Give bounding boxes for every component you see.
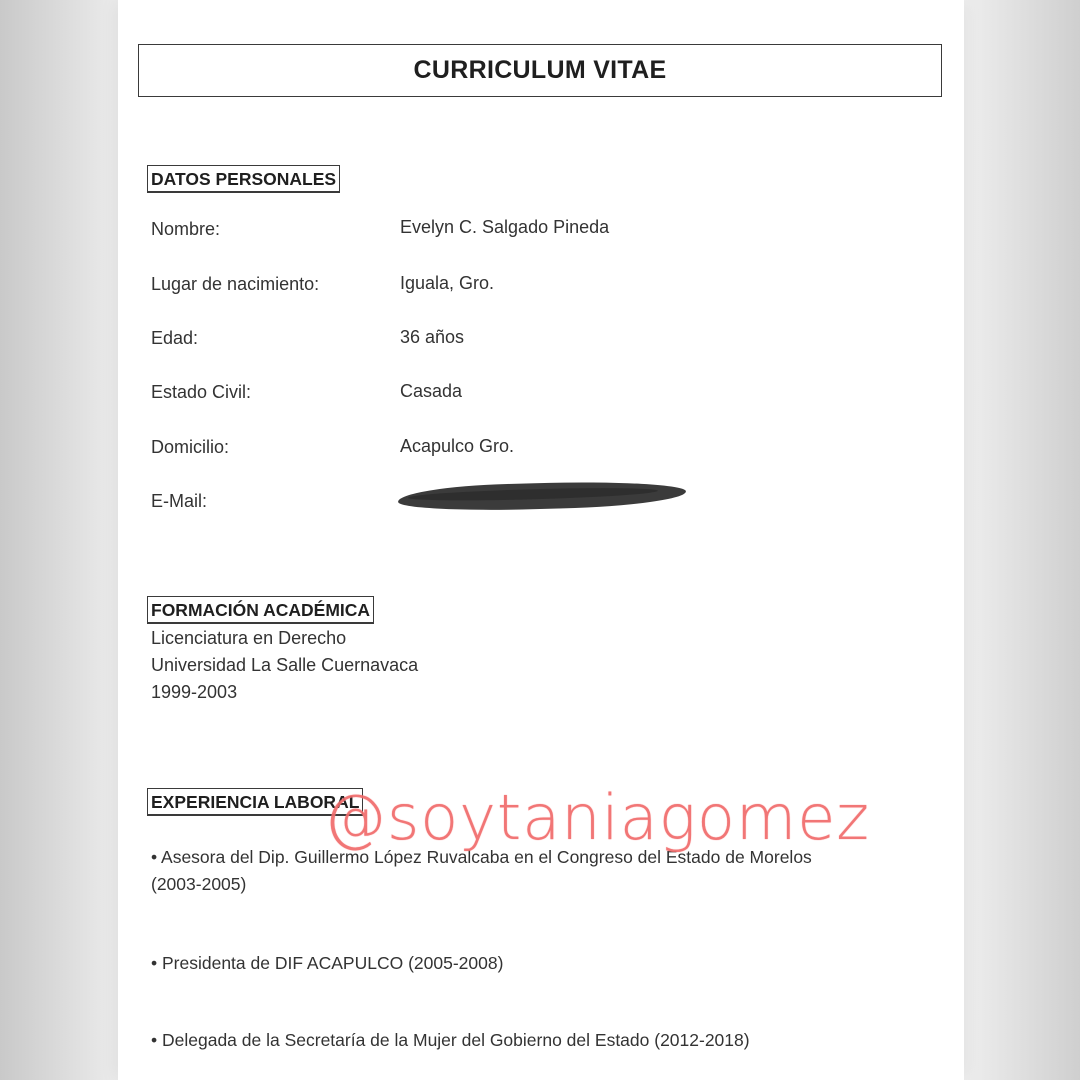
title-box bbox=[138, 44, 942, 97]
experience-item-1-line-2: (2003-2005) bbox=[151, 874, 247, 894]
education-university: Universidad La Salle Cuernavaca bbox=[151, 655, 419, 675]
field-label-address: Domicilio: bbox=[151, 437, 230, 457]
field-label-email: E-Mail: bbox=[151, 491, 208, 511]
document-title: CURRICULUM VITAE bbox=[413, 56, 667, 84]
education-degree: Licenciatura en Derecho bbox=[151, 628, 347, 648]
experience-item-2: • Presidenta de DIF ACAPULCO (2005-2008) bbox=[151, 953, 504, 973]
field-value-birthplace: Iguala, Gro. bbox=[400, 273, 495, 293]
field-value-name: Evelyn C. Salgado Pineda bbox=[400, 217, 610, 237]
education-years: 1999-2003 bbox=[151, 682, 238, 702]
field-value-marital-status: Casada bbox=[400, 381, 463, 401]
field-label-birthplace: Lugar de nacimiento: bbox=[151, 274, 320, 294]
watermark-handle: @soytaniagomez bbox=[324, 781, 870, 854]
experience-item-3: • Delegada de la Secretaría de la Mujer del Gobierno del Estado (2012-2018) bbox=[151, 1030, 750, 1050]
section-heading-personal: DATOS PERSONALES bbox=[147, 165, 340, 193]
field-value-address: Acapulco Gro. bbox=[400, 436, 515, 456]
field-value-age: 36 años bbox=[400, 327, 465, 347]
field-label-age: Edad: bbox=[151, 328, 199, 348]
experience-item-1-line-1: • Asesora del Dip. Guillermo López Ruvalcaba en el Congreso del Estado de Morelos bbox=[151, 847, 812, 867]
document-page bbox=[118, 0, 964, 1080]
section-heading-education: FORMACIÓN ACADÉMICA bbox=[147, 596, 374, 624]
field-label-name: Nombre: bbox=[151, 219, 221, 239]
field-label-marital-status: Estado Civil: bbox=[151, 382, 252, 402]
section-heading-experience: EXPERIENCIA LABORAL bbox=[147, 788, 363, 816]
